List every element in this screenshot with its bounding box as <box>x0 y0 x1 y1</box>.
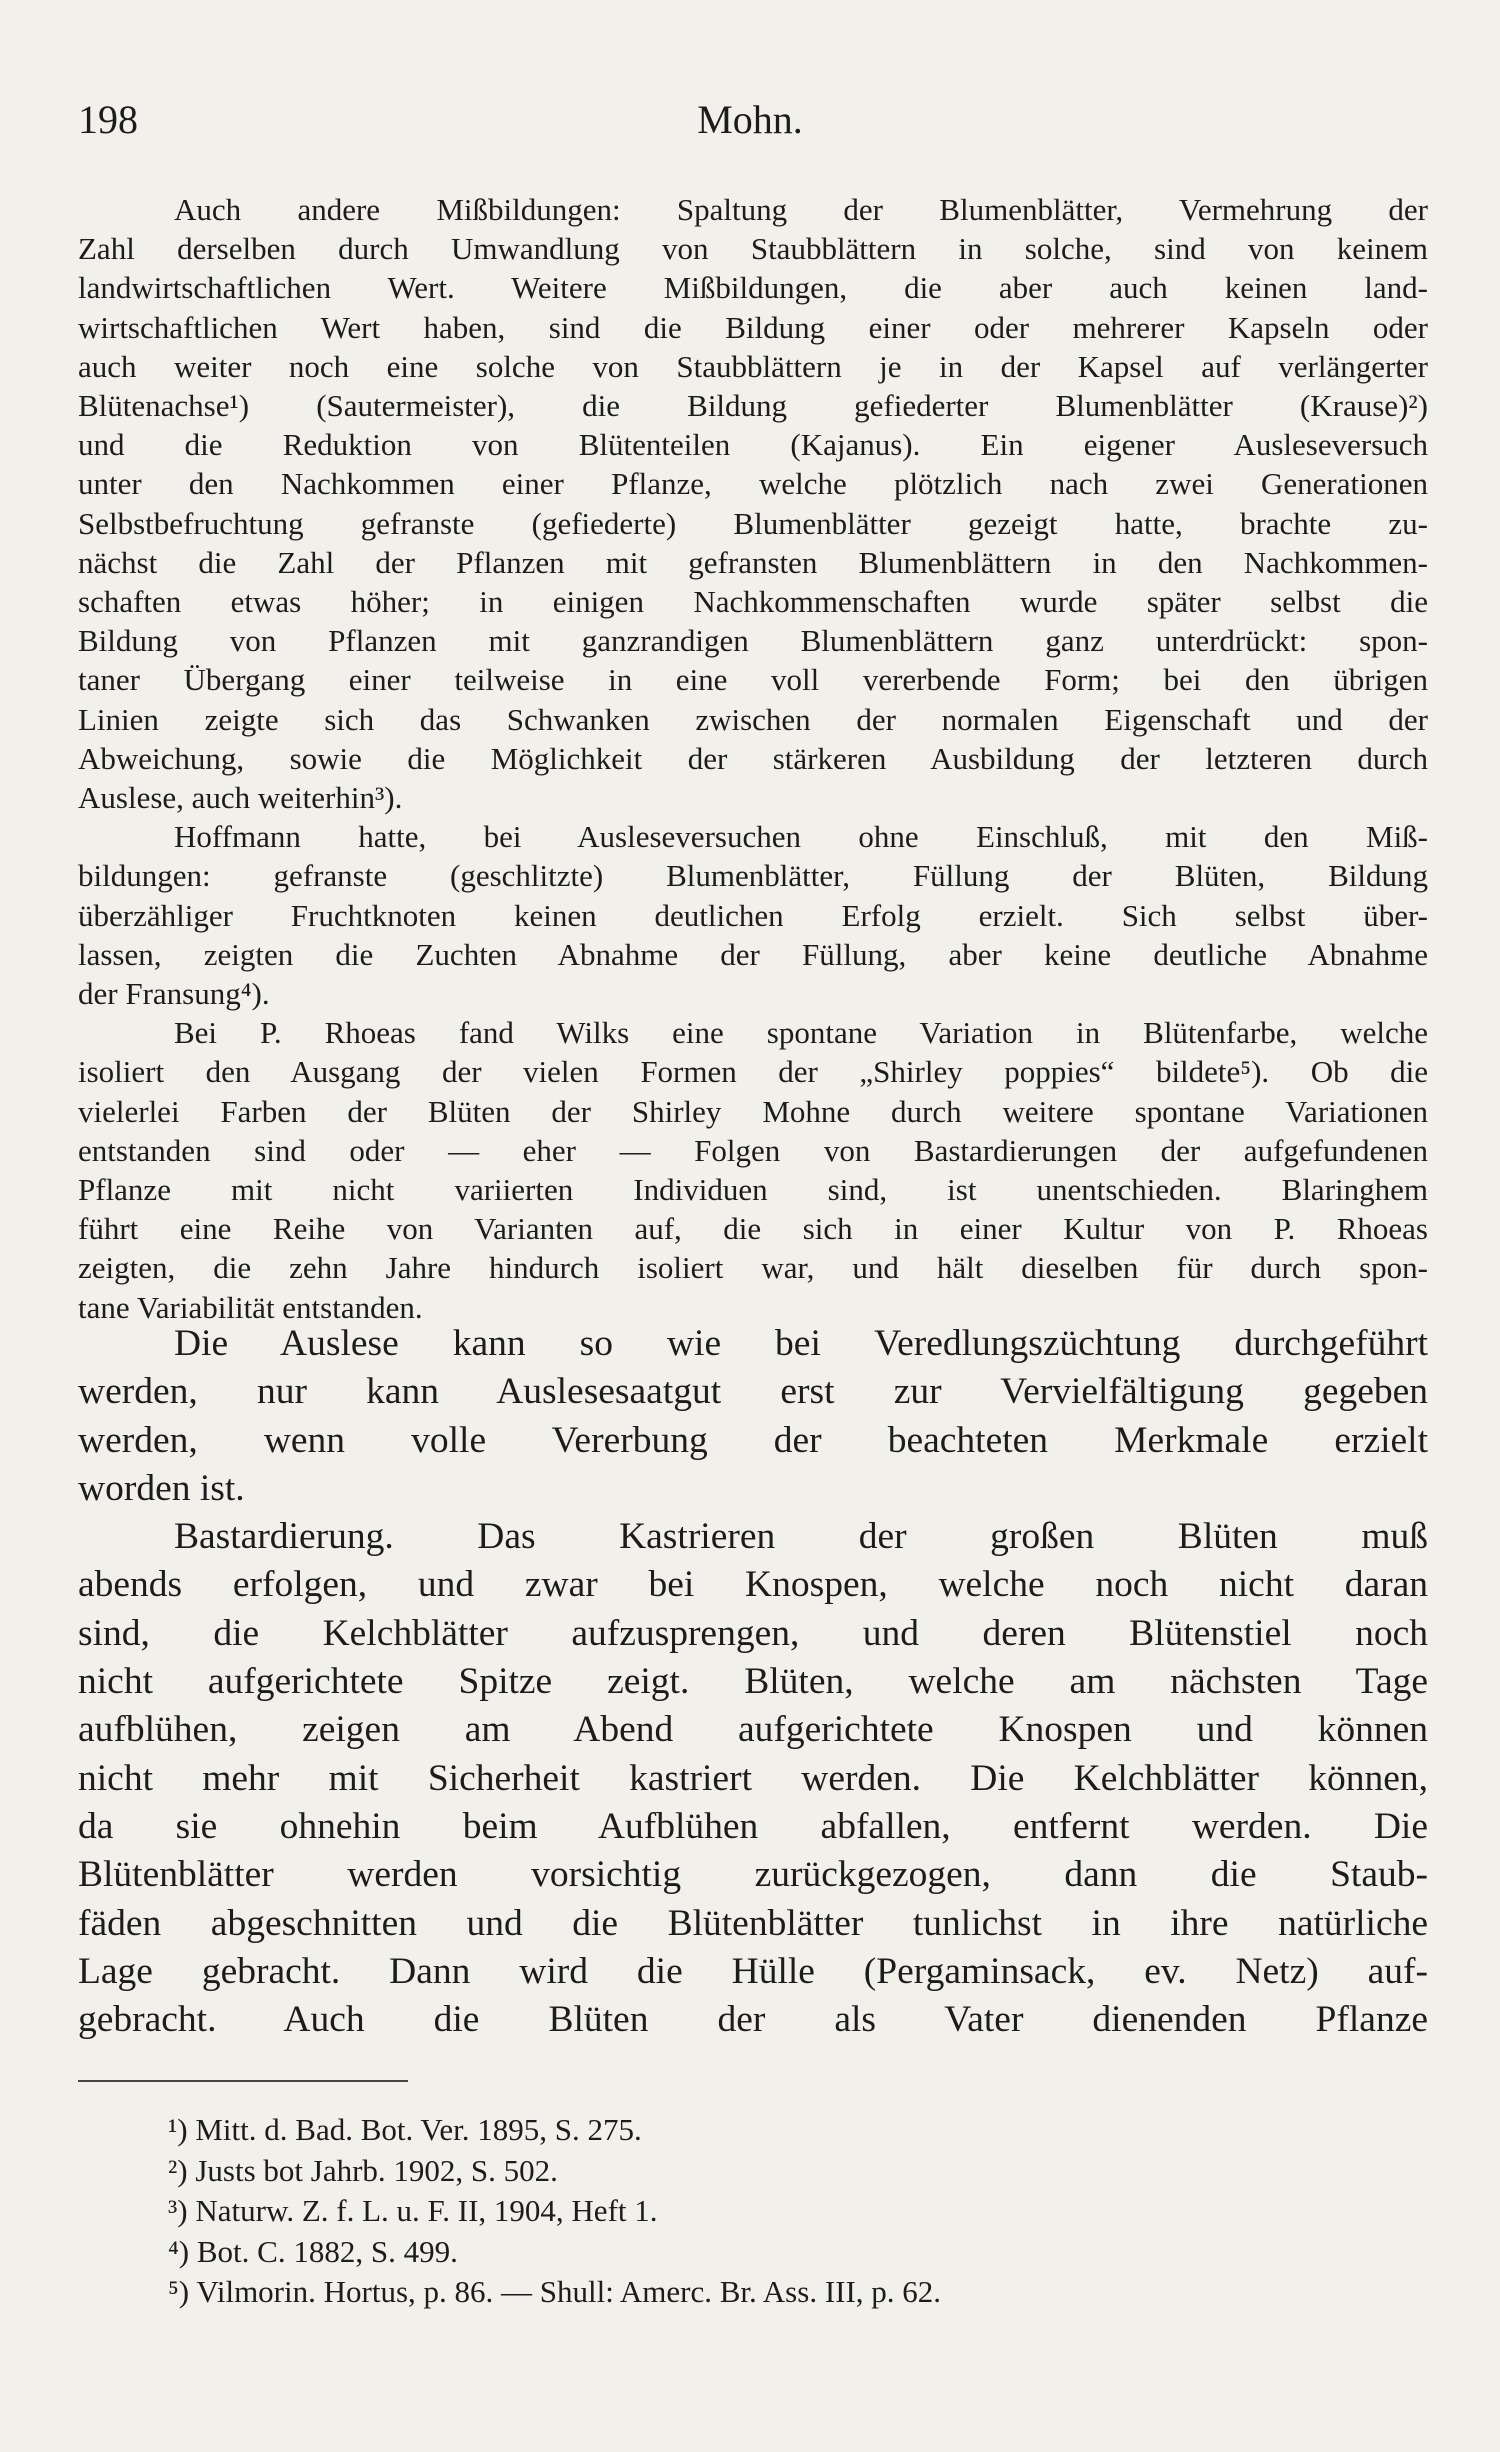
text-line: auch weiter noch eine solche von Staubblättern je in der Kapsel auf verlängerter <box>78 348 1428 384</box>
text-line: wirtschaftlichen Wert haben, sind die Bildung einer oder mehrerer Kapseln oder <box>78 309 1428 345</box>
text-line: und die Reduktion von Blütenteilen (Kajanus). Ein eigener Ausleseversuch <box>78 427 1428 463</box>
footnote: ⁵) Vilmorin. Hortus, p. 86. — Shull: Amerc. Br. Ass. III, p. 62. <box>168 2274 942 2309</box>
text-line: Blütenachse¹) (Sautermeister), die Bildung gefiederter Blumenblätter (Krause)²) <box>78 388 1428 424</box>
text-line: Auslese, auch weiterhin³). <box>78 780 403 816</box>
text-line: Abweichung, sowie die Möglichkeit der stärkeren Ausbildung der letzteren durch <box>78 740 1428 776</box>
text-line: bildungen: gefranste (geschlitzte) Blumenblätter, Füllung der Blüten, Bildung <box>78 858 1428 894</box>
footnote: ⁴) Bot. C. 1882, S. 499. <box>168 2233 458 2269</box>
text-line: Blütenblätter werden vorsichtig zurückgezogen, dann die Staub- <box>78 1854 1428 1896</box>
text-line: Hoffmann hatte, bei Ausleseversuchen ohne Einschluß, mit den Miß- <box>174 819 1428 855</box>
text-line: überzähliger Fruchtknoten keinen deutlichen Erfolg erzielt. Sich selbst über- <box>78 897 1428 933</box>
text-line: nicht mehr mit Sicherheit kastriert werden. Die Kelchblätter können, <box>78 1757 1428 1799</box>
text-line: abends erfolgen, und zwar bei Knospen, welche noch nicht daran <box>78 1564 1428 1606</box>
text-line: Bastardierung. Das Kastrieren der großen Blüten muß <box>174 1516 1428 1558</box>
text-line: Lage gebracht. Dann wird die Hülle (Pergaminsack, ev. Netz) auf- <box>78 1950 1428 1992</box>
text-line: entstanden sind oder — eher — Folgen von Bastardierungen der aufgefundenen <box>78 1132 1428 1168</box>
text-line: nicht aufgerichtete Spitze zeigt. Blüten, welche am nächsten Tage <box>78 1661 1428 1703</box>
text-line: werden, wenn volle Vererbung der beachteten Merkmale erzielt <box>78 1419 1428 1461</box>
text-line: unter den Nachkommen einer Pflanze, welche plötzlich nach zwei Generationen <box>78 466 1428 502</box>
text-line: worden ist. <box>78 1467 245 1509</box>
text-line: isoliert den Ausgang der vielen Formen der „Shirley poppies“ bildete⁵). Ob die <box>78 1054 1428 1090</box>
text-line: taner Übergang einer teilweise in eine voll vererbende Form; bei den übrigen <box>78 662 1428 698</box>
text-line: Linien zeigte sich das Schwanken zwischen der normalen Eigenschaft und der <box>78 701 1428 737</box>
text-line: der Fransung⁴). <box>78 976 270 1012</box>
text-line: nächst die Zahl der Pflanzen mit gefransten Blumenblättern in den Nachkommen- <box>78 544 1428 580</box>
text-line: Zahl derselben durch Umwandlung von Staubblättern in solche, sind von keinem <box>78 231 1428 267</box>
text-line: tane Variabilität entstanden. <box>78 1289 423 1325</box>
text-line: sind, die Kelchblätter aufzusprengen, und deren Blütenstiel noch <box>78 1612 1428 1654</box>
page-header <box>78 96 1422 152</box>
text-line: Selbstbefruchtung gefranste (gefiederte) Blumenblätter gezeigt hatte, brachte zu- <box>78 505 1428 541</box>
body-text-small <box>78 190 1428 1327</box>
running-title: Mohn. <box>697 97 803 142</box>
footnote: ²) Justs bot Jahrb. 1902, S. 502. <box>168 2152 558 2188</box>
text-line: gebracht. Auch die Blüten der als Vater dienenden Pflanze <box>78 1999 1428 2041</box>
footnote: ¹) Mitt. d. Bad. Bot. Ver. 1895, S. 275. <box>168 2112 642 2147</box>
page-number: 198 <box>78 97 138 142</box>
text-line: führt eine Reihe von Varianten auf, die sich in einer Kultur von P. Rhoeas <box>78 1211 1428 1247</box>
footnote: ³) Naturw. Z. f. L. u. F. II, 1904, Heft 1. <box>168 2193 658 2228</box>
text-line: aufblühen, zeigen am Abend aufgerichtete Knospen und können <box>78 1709 1428 1751</box>
text-line: schaften etwas höher; in einigen Nachkommenschaften wurde später selbst die <box>78 584 1428 620</box>
footnotes <box>168 2110 941 2313</box>
text-line: Pflanze mit nicht variierten Individuen sind, ist unentschieden. Blaringhem <box>78 1172 1428 1208</box>
text-line: zeigten, die zehn Jahre hindurch isoliert war, und hält dieselben für durch spon- <box>78 1250 1428 1286</box>
text-line: fäden abgeschnitten und die Blütenblätter tunlichst in ihre natürliche <box>78 1902 1428 1944</box>
footnote-rule <box>78 2080 408 2082</box>
text-line: werden, nur kann Auslesesaatgut erst zur Vervielfältigung gegeben <box>78 1371 1428 1413</box>
text-line: Bei P. Rhoeas fand Wilks eine spontane Variation in Blütenfarbe, welche <box>174 1015 1428 1051</box>
text-line: landwirtschaftlichen Wert. Weitere Mißbildungen, die aber auch keinen land- <box>78 270 1428 306</box>
text-line: Auch andere Mißbildungen: Spaltung der Blumenblätter, Vermehrung der <box>174 192 1428 227</box>
body-text-large <box>78 1320 1428 2044</box>
text-line: Bildung von Pflanzen mit ganzrandigen Blumenblättern ganz unterdrückt: spon- <box>78 623 1428 659</box>
text-line: vielerlei Farben der Blüten der Shirley Mohne durch weitere spontane Variationen <box>78 1093 1428 1129</box>
text-line: da sie ohnehin beim Aufblühen abfallen, entfernt werden. Die <box>78 1805 1428 1847</box>
text-line: lassen, zeigten die Zuchten Abnahme der Füllung, aber keine deutliche Abnahme <box>78 936 1428 972</box>
text-line: Die Auslese kann so wie bei Veredlungszüchtung durchgeführt <box>174 1323 1428 1364</box>
